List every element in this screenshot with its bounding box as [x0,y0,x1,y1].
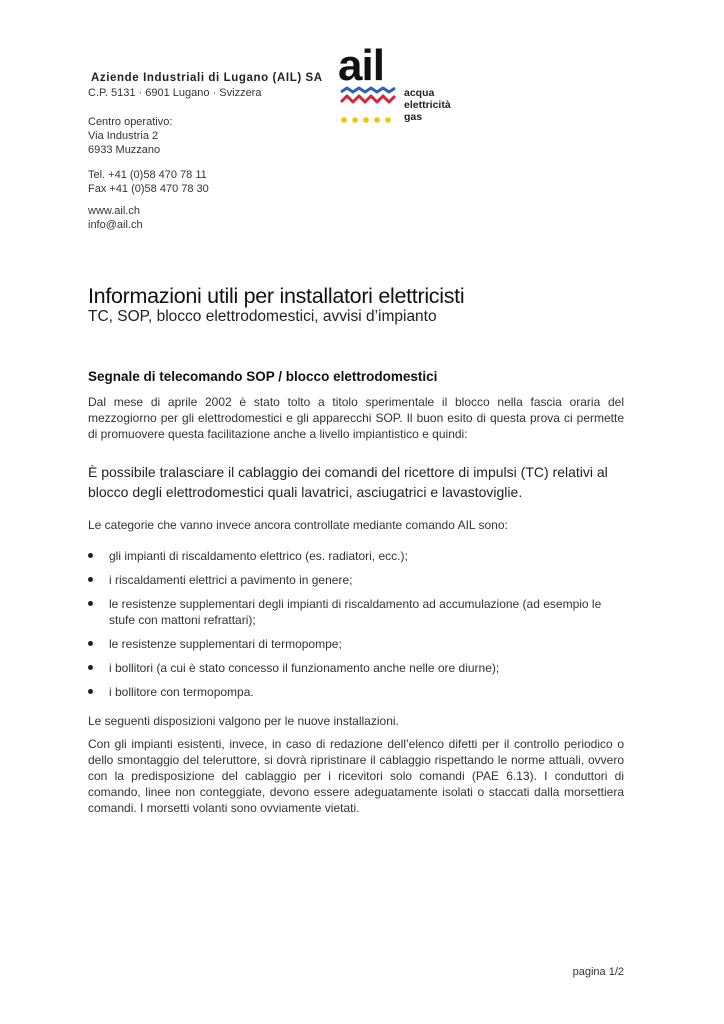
logo-tagline-gas: gas [404,111,423,123]
intro-paragraph: Dal mese di aprile 2002 è stato tolto a titolo sperimentale il blocco nella fascia oraria del mezzogiorno per gli elettrodomestici e gli apparecchi SOP. Il buon esito di questa prova ci permette di promuovere questa facilitazione anche a livello impiantistico e quindi: [88,395,624,441]
section-heading: Segnale di telecomando SOP / blocco elettrodomestici [88,369,438,384]
centro-street: Via Industria 2 [88,130,159,142]
logo-tagline-electricity: elettricità [404,99,451,111]
list-item-text: gli impianti di riscaldamento elettrico (es. radiatori, ecc.); [109,549,408,563]
new-installations-note: Le seguenti disposizioni valgono per le nuove installazioni. [88,714,399,728]
page-title: Informazioni utili per installatori elettricisti [88,284,465,308]
categories-list [88,548,628,708]
bullet-icon [88,689,93,694]
list-item [88,660,628,676]
list-item-text: le resistenze supplementari degli impianti di riscaldamento ad accumulazione (ad esempio le stufe con mattoni refrattari); [109,597,602,627]
list-item-text: le resistenze supplementari di termopompe; [109,637,342,651]
fax-number: Fax +41 (0)58 470 78 30 [88,183,209,195]
bullet-icon [88,577,93,582]
categories-intro: Le categorie che vanno invece ancora controllate mediante comando AIL sono: [88,518,508,532]
list-item [88,596,628,628]
bullet-icon [88,641,93,646]
bullet-icon [88,665,93,670]
website-link[interactable]: www.ail.ch [88,205,140,217]
logo-tagline-water: acqua [404,87,435,99]
list-item-text: i bollitore con termopompa. [109,685,254,699]
existing-installations-paragraph: Con gli impianti esistenti, invece, in caso di redazione dell’elenco difetti per il controllo periodico o dello smontaggio del teleruttore, si dovrà ripristinare il cablaggio rispettando le norme attuali, ovvero con la predisposizione del cablaggio per i ricevitori solo comandi (PAE 6.13). I conduttori di comando, linee non conteggiate, devono essere adeguatamente isolati o staccati dalla morsettiera comandi. I morsetti volanti sono ovviamente vietati. [88,737,624,815]
list-item [88,684,628,700]
list-item [88,572,628,588]
centro-label: Centro operativo: [88,116,173,128]
list-item-text: i bollitori (a cui è stato concesso il funzionamento anche nelle ore diurne); [109,661,500,675]
list-item [88,548,628,564]
bullet-icon [88,553,93,558]
company-name: Aziende Industriali di Lugano (AIL) SA [91,72,323,84]
ail-logo-waves-icon [340,86,400,126]
phone-number: Tel. +41 (0)58 470 78 11 [88,169,207,181]
list-item [88,636,628,652]
highlight-paragraph: È possibile tralasciare il cablaggio dei comandi del ricettore di impulsi (TC) relativi al blocco degli elettrodomestici quali lavatrici, asciugatrici e lavastoviglie. [88,464,608,500]
bullet-icon [88,601,93,606]
page-number: pagina 1/2 [572,966,624,978]
postal-address: C.P. 5131 · 6901 Lugano · Svizzera [88,87,262,99]
logo-tagline [404,87,451,123]
page-subtitle: TC, SOP, blocco elettrodomestici, avvisi d’impianto [88,308,437,325]
email-link[interactable]: info@ail.ch [88,219,143,231]
centro-city: 6933 Muzzano [88,144,161,156]
list-item-text: i riscaldamenti elettrici a pavimento in genere; [109,573,353,587]
ail-logo-text: ail [338,41,384,90]
